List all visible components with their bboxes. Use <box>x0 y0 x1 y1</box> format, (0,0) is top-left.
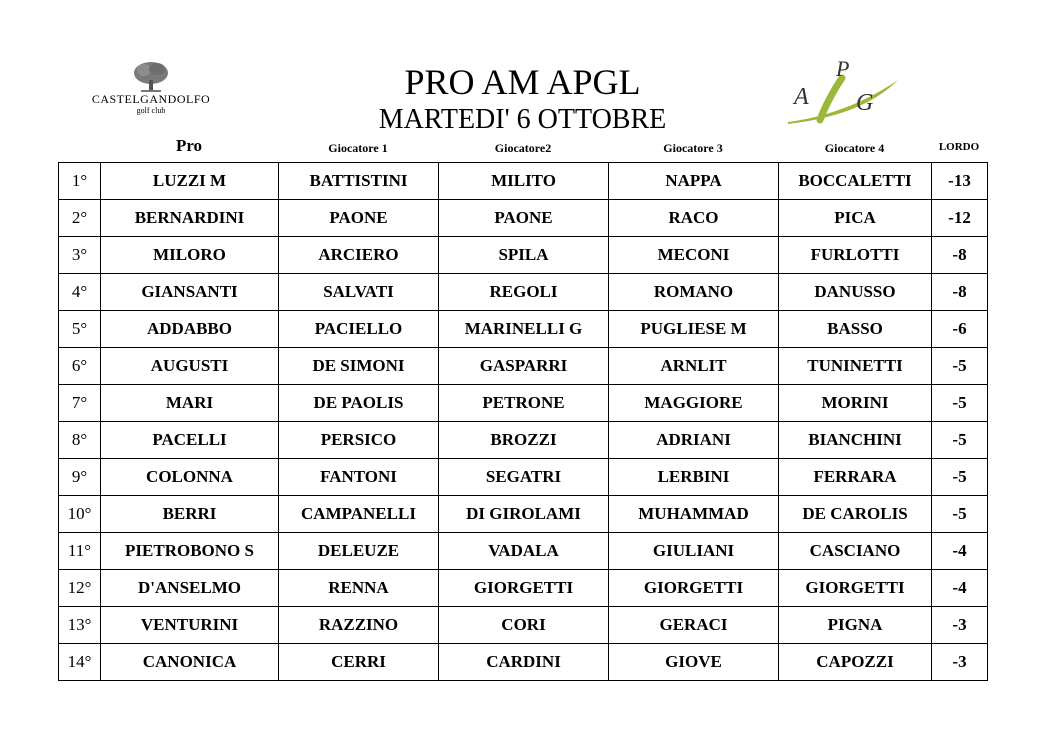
giocatore-2-cell: MARINELLI G <box>439 311 609 348</box>
pro-cell: MILORO <box>101 237 279 274</box>
table-row <box>59 311 988 348</box>
standings-table <box>58 162 988 681</box>
giocatore-2-cell: SPILA <box>439 237 609 274</box>
giocatore-4-cell: FURLOTTI <box>779 237 932 274</box>
giocatore-2-cell: VADALA <box>439 533 609 570</box>
lordo-cell: -5 <box>932 422 988 459</box>
header-pro: Pro <box>175 136 203 155</box>
giocatore-1-cell: RAZZINO <box>279 607 439 644</box>
position-cell: 6° <box>59 348 101 385</box>
giocatore-4-cell: MORINI <box>779 385 932 422</box>
table-row <box>59 533 988 570</box>
giocatore-1-cell: SALVATI <box>279 274 439 311</box>
logo-letter-p: P <box>836 58 850 81</box>
lordo-cell: -4 <box>932 570 988 607</box>
apgl-monogram-icon <box>780 58 905 130</box>
page-title: PRO AM APGL <box>404 62 641 102</box>
position-cell: 9° <box>59 459 101 496</box>
giocatore-3-cell: MECONI <box>609 237 779 274</box>
giocatore-2-cell: CARDINI <box>439 644 609 681</box>
giocatore-1-cell: CAMPANELLI <box>279 496 439 533</box>
giocatore-3-cell: GIOVE <box>609 644 779 681</box>
giocatore-3-cell: ADRIANI <box>609 422 779 459</box>
header-giocatore-1: Giocatore 1 <box>328 141 388 155</box>
position-cell: 12° <box>59 570 101 607</box>
lordo-cell: -13 <box>932 163 988 200</box>
position-cell: 5° <box>59 311 101 348</box>
giocatore-2-cell: DI GIROLAMI <box>439 496 609 533</box>
giocatore-1-cell: RENNA <box>279 570 439 607</box>
position-cell: 13° <box>59 607 101 644</box>
giocatore-4-cell: BASSO <box>779 311 932 348</box>
giocatore-3-cell: NAPPA <box>609 163 779 200</box>
giocatore-4-cell: DANUSSO <box>779 274 932 311</box>
giocatore-4-cell: CAPOZZI <box>779 644 932 681</box>
giocatore-3-cell: GIULIANI <box>609 533 779 570</box>
table-row <box>59 570 988 607</box>
pro-cell: ADDABBO <box>101 311 279 348</box>
pro-cell: AUGUSTI <box>101 348 279 385</box>
giocatore-2-cell: GIORGETTI <box>439 570 609 607</box>
table-row <box>59 422 988 459</box>
position-cell: 4° <box>59 274 101 311</box>
giocatore-4-cell: DE CAROLIS <box>779 496 932 533</box>
giocatore-4-cell: FERRARA <box>779 459 932 496</box>
apgl-logo <box>780 58 905 130</box>
giocatore-1-cell: PACIELLO <box>279 311 439 348</box>
giocatore-2-cell: BROZZI <box>439 422 609 459</box>
table-row <box>59 644 988 681</box>
giocatore-4-cell: BOCCALETTI <box>779 163 932 200</box>
giocatore-1-cell: BATTISTINI <box>279 163 439 200</box>
giocatore-3-cell: ROMANO <box>609 274 779 311</box>
table-row <box>59 163 988 200</box>
giocatore-3-cell: ARNLIT <box>609 348 779 385</box>
giocatore-2-cell: SEGATRI <box>439 459 609 496</box>
giocatore-4-cell: BIANCHINI <box>779 422 932 459</box>
giocatore-4-cell: TUNINETTI <box>779 348 932 385</box>
page-subtitle: MARTEDI' 6 OTTOBRE <box>378 104 667 135</box>
club-name: CASTELGANDOLFO <box>91 92 211 106</box>
position-cell: 14° <box>59 644 101 681</box>
giocatore-3-cell: MUHAMMAD <box>609 496 779 533</box>
giocatore-3-cell: GIORGETTI <box>609 570 779 607</box>
lordo-cell: -4 <box>932 533 988 570</box>
position-cell: 7° <box>59 385 101 422</box>
table-row <box>59 607 988 644</box>
giocatore-2-cell: REGOLI <box>439 274 609 311</box>
giocatore-2-cell: MILITO <box>439 163 609 200</box>
giocatore-4-cell: GIORGETTI <box>779 570 932 607</box>
logo-letter-a: A <box>794 84 809 110</box>
pro-cell: MARI <box>101 385 279 422</box>
position-cell: 11° <box>59 533 101 570</box>
table-row <box>59 274 988 311</box>
table-row <box>59 385 988 422</box>
giocatore-3-cell: GERACI <box>609 607 779 644</box>
lordo-cell: -3 <box>932 607 988 644</box>
giocatore-1-cell: PAONE <box>279 200 439 237</box>
logo-letter-l: L <box>828 95 833 104</box>
lordo-cell: -12 <box>932 200 988 237</box>
giocatore-3-cell: PUGLIESE M <box>609 311 779 348</box>
giocatore-1-cell: PERSICO <box>279 422 439 459</box>
header-giocatore-2: Giocatore2 <box>494 141 552 155</box>
header-giocatore-3: Giocatore 3 <box>663 141 723 155</box>
lordo-cell: -5 <box>932 385 988 422</box>
pro-cell: PIETROBONO S <box>101 533 279 570</box>
lordo-cell: -5 <box>932 459 988 496</box>
header-giocatore-4: Giocatore 4 <box>824 141 885 155</box>
tree-icon <box>131 60 171 94</box>
table-row <box>59 459 988 496</box>
lordo-cell: -3 <box>932 644 988 681</box>
position-cell: 2° <box>59 200 101 237</box>
table-row <box>59 200 988 237</box>
pro-cell: BERRI <box>101 496 279 533</box>
pro-cell: GIANSANTI <box>101 274 279 311</box>
table-row <box>59 237 988 274</box>
pro-cell: LUZZI M <box>101 163 279 200</box>
castelgandolfo-logo <box>86 60 216 120</box>
lordo-cell: -8 <box>932 237 988 274</box>
giocatore-2-cell: CORI <box>439 607 609 644</box>
giocatore-3-cell: MAGGIORE <box>609 385 779 422</box>
pro-cell: BERNARDINI <box>101 200 279 237</box>
giocatore-2-cell: PETRONE <box>439 385 609 422</box>
giocatore-1-cell: DE SIMONI <box>279 348 439 385</box>
giocatore-4-cell: PIGNA <box>779 607 932 644</box>
giocatore-1-cell: DELEUZE <box>279 533 439 570</box>
lordo-cell: -5 <box>932 348 988 385</box>
position-cell: 3° <box>59 237 101 274</box>
pro-cell: VENTURINI <box>101 607 279 644</box>
position-cell: 8° <box>59 422 101 459</box>
table-body <box>59 163 988 681</box>
header-lordo: LORDO <box>938 141 980 153</box>
giocatore-1-cell: DE PAOLIS <box>279 385 439 422</box>
table-row <box>59 348 988 385</box>
giocatore-3-cell: RACO <box>609 200 779 237</box>
giocatore-2-cell: PAONE <box>439 200 609 237</box>
pro-cell: PACELLI <box>101 422 279 459</box>
position-cell: 1° <box>59 163 101 200</box>
lordo-cell: -6 <box>932 311 988 348</box>
giocatore-1-cell: CERRI <box>279 644 439 681</box>
position-cell: 10° <box>59 496 101 533</box>
giocatore-4-cell: CASCIANO <box>779 533 932 570</box>
club-subtitle: golf club <box>136 106 166 115</box>
giocatore-3-cell: LERBINI <box>609 459 779 496</box>
pro-cell: COLONNA <box>101 459 279 496</box>
pro-cell: D'ANSELMO <box>101 570 279 607</box>
giocatore-1-cell: ARCIERO <box>279 237 439 274</box>
table-row <box>59 496 988 533</box>
giocatore-4-cell: PICA <box>779 200 932 237</box>
lordo-cell: -5 <box>932 496 988 533</box>
giocatore-2-cell: GASPARRI <box>439 348 609 385</box>
giocatore-1-cell: FANTONI <box>279 459 439 496</box>
pro-cell: CANONICA <box>101 644 279 681</box>
logo-letter-g: G <box>856 90 874 116</box>
lordo-cell: -8 <box>932 274 988 311</box>
